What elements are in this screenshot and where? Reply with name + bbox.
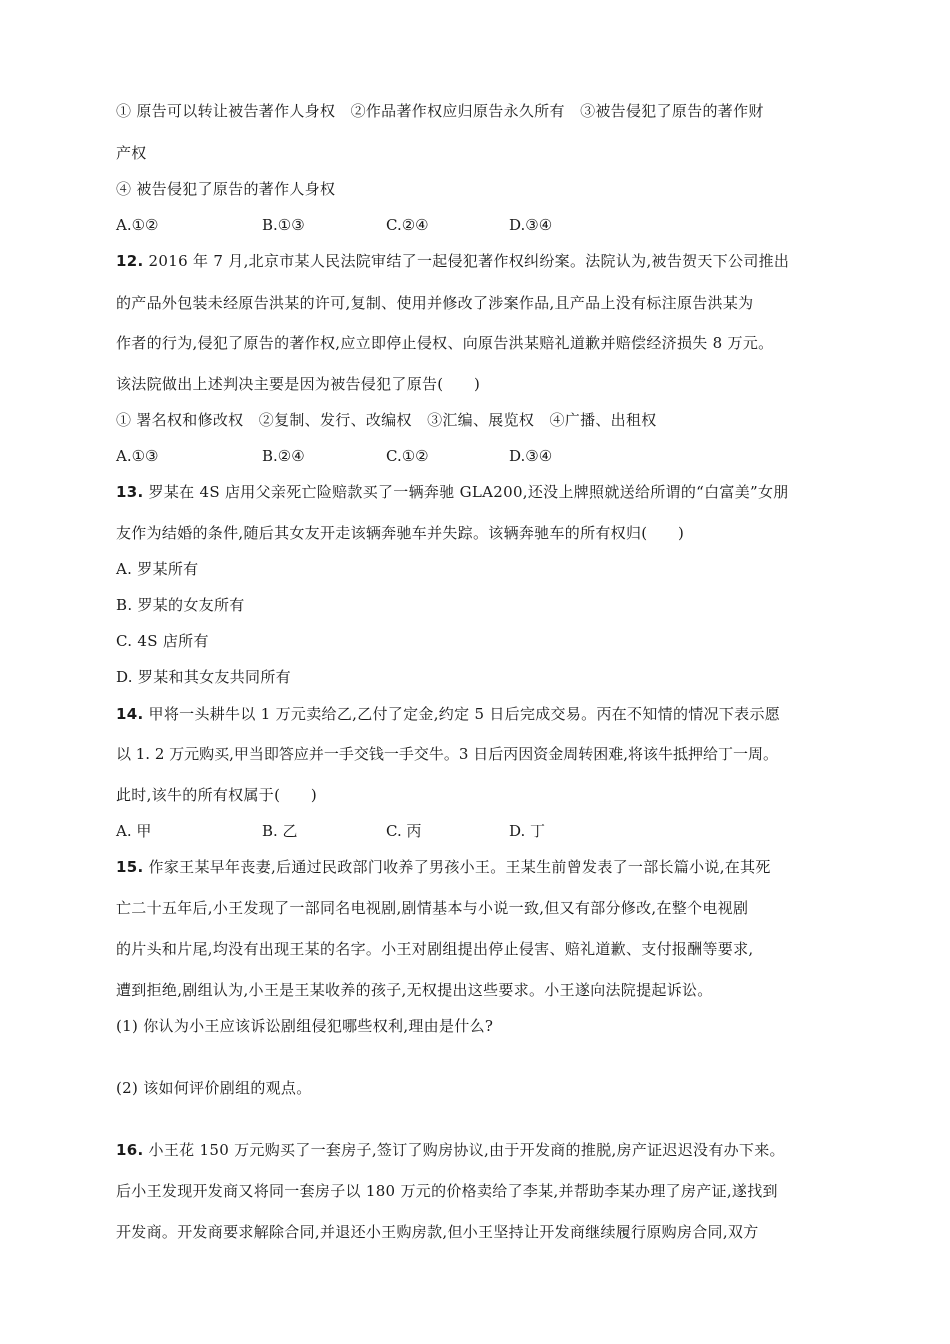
q13-number: 13. bbox=[116, 483, 144, 501]
q12-option-b[interactable]: B.②④ bbox=[262, 447, 305, 465]
q11-option-a[interactable]: A.①② bbox=[116, 216, 159, 234]
q14-number: 14. bbox=[116, 705, 144, 723]
q15-text-line4: 遭到拒绝,剧组认为,小王是王某收养的孩子,无权提出这些要求。小王遂向法院提起诉讼。 bbox=[116, 981, 713, 999]
q12-text-line1 bbox=[116, 251, 789, 271]
q14-text: 甲将一头耕牛以 1 万元卖给乙,乙付了定金,约定 5 日后完成交易。丙在不知情的情况下表示愿 bbox=[143, 705, 781, 723]
q15-subquestion-1: (1) 你认为小王应该诉讼剧组侵犯哪些权利,理由是什么? bbox=[116, 1017, 494, 1035]
q12-option-a[interactable]: A.①③ bbox=[116, 447, 159, 465]
q12-option-d[interactable]: D.③④ bbox=[509, 447, 553, 465]
q13-option-c[interactable]: C. 4S 店所有 bbox=[116, 632, 209, 650]
q16-text: 小王花 150 万元购买了一套房子,签订了购房协议,由于开发商的推脱,房产证迟迟没有办下来。 bbox=[143, 1141, 785, 1159]
q15-text: 作家王某早年丧妻,后通过民政部门收养了男孩小王。王某生前曾发表了一部长篇小说,在其死 bbox=[143, 858, 771, 876]
q12-text: 2016 年 7 月,北京市某人民法院审结了一起侵犯著作权纠纷案。法院认为,被告贺天下公司推出 bbox=[143, 252, 790, 270]
q14-options bbox=[116, 821, 636, 841]
q11-option-d[interactable]: D.③④ bbox=[509, 216, 553, 234]
q12-text-line2: 的产品外包装未经原告洪某的许可,复制、使用并修改了涉案作品,且产品上没有标注原告洪某为 bbox=[116, 294, 754, 312]
q16-text-line3: 开发商。开发商要求解除合同,并退还小王购房款,但小王坚持让开发商继续履行原购房合同,双方 bbox=[116, 1223, 759, 1241]
q13-text-line2: 友作为结婚的条件,随后其女友开走该辆奔驰车并失踪。该辆奔驰车的所有权归( ) bbox=[116, 524, 685, 542]
q14-option-b[interactable]: B. 乙 bbox=[262, 822, 298, 840]
q13-option-a[interactable]: A. 罗某所有 bbox=[116, 560, 199, 578]
q15-text-line2: 亡二十五年后,小王发现了一部同名电视剧,剧情基本与小说一致,但又有部分修改,在整个电视剧 bbox=[116, 899, 749, 917]
q13-text: 罗某在 4S 店用父亲死亡险赔款买了一辆奔驰 GLA200,还没上牌照就送给所谓的“白富美”女朋 bbox=[143, 483, 789, 501]
q11-option-c[interactable]: C.②④ bbox=[386, 216, 429, 234]
q14-option-a[interactable]: A. 甲 bbox=[116, 822, 152, 840]
q12-text-line4: 该法院做出上述判决主要是因为被告侵犯了原告( ) bbox=[116, 375, 481, 393]
q11-options bbox=[116, 215, 636, 235]
q12-option-c[interactable]: C.①② bbox=[386, 447, 429, 465]
q13-option-b[interactable]: B. 罗某的女友所有 bbox=[116, 596, 245, 614]
q16-text-line2: 后小王发现开发商又将同一套房子以 180 万元的价格卖给了李某,并帮助李某办理了房产证,遂找到 bbox=[116, 1182, 778, 1200]
q11-option-b[interactable]: B.①③ bbox=[262, 216, 305, 234]
q14-text-line2: 以 1. 2 万元购买,甲当即答应并一手交钱一手交牛。3 日后丙因资金周转困难,将该牛抵押给丁一周。 bbox=[116, 745, 779, 763]
q14-option-d[interactable]: D. 丁 bbox=[509, 822, 546, 840]
q16-number: 16. bbox=[116, 1141, 144, 1159]
q15-text-line3: 的片头和片尾,均没有出现王某的名字。小王对剧组提出停止侵害、赔礼道歉、支付报酬等要求, bbox=[116, 940, 754, 958]
q11-statements-line2: 产权 bbox=[116, 144, 147, 162]
q15-text-line1 bbox=[116, 857, 771, 877]
q12-statements: ① 署名权和修改权 ②复制、发行、改编权 ③汇编、展览权 ④广播、出租权 bbox=[116, 411, 657, 429]
q12-text-line3: 作者的行为,侵犯了原告的著作权,应立即停止侵权、向原告洪某赔礼道歉并赔偿经济损失 8 万元。 bbox=[116, 334, 774, 352]
q15-subquestion-2: (2) 该如何评价剧组的观点。 bbox=[116, 1079, 312, 1097]
q14-option-c[interactable]: C. 丙 bbox=[386, 822, 422, 840]
q11-statements-line3: ④ 被告侵犯了原告的著作人身权 bbox=[116, 180, 336, 198]
q14-text-line1 bbox=[116, 704, 780, 724]
q12-number: 12. bbox=[116, 252, 144, 270]
q13-text-line1 bbox=[116, 482, 789, 502]
q12-options bbox=[116, 446, 636, 466]
q13-option-d[interactable]: D. 罗某和其女友共同所有 bbox=[116, 668, 291, 686]
q15-number: 15. bbox=[116, 858, 144, 876]
q11-statements-line1: ① 原告可以转让被告著作人身权 ②作品著作权应归原告永久所有 ③被告侵犯了原告的著作财 bbox=[116, 102, 764, 120]
q14-text-line3: 此时,该牛的所有权属于( ) bbox=[116, 786, 317, 804]
q16-text-line1 bbox=[116, 1140, 785, 1160]
